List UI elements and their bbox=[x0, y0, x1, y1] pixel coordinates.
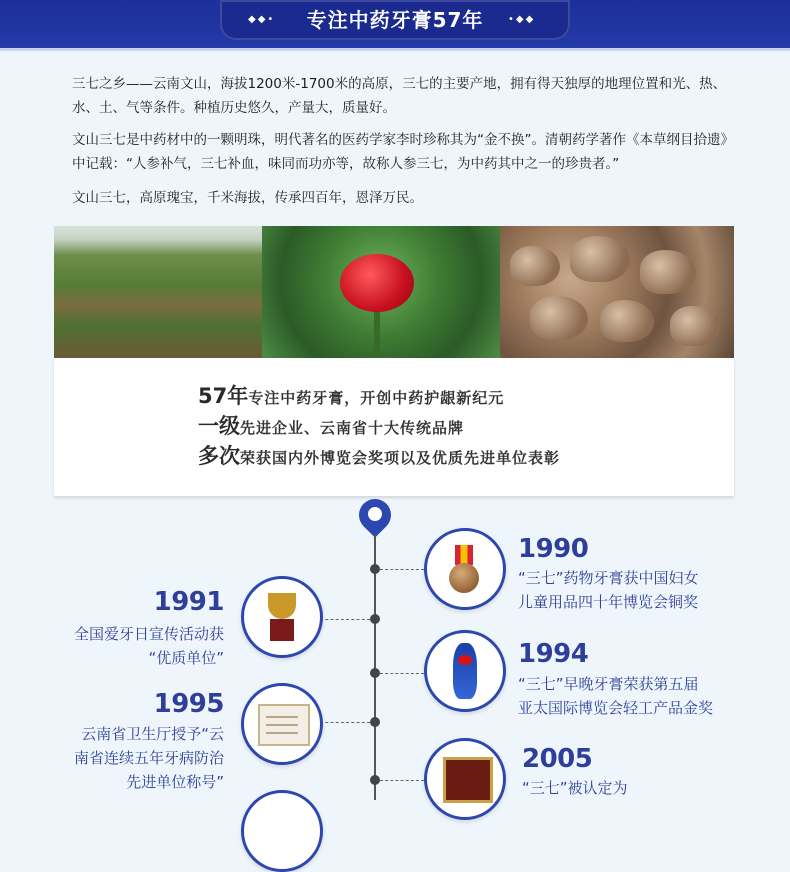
desc-line: “优质单位” bbox=[148, 649, 224, 667]
timeline-dot bbox=[370, 564, 380, 574]
medal-disc bbox=[449, 563, 479, 593]
highlight-big: 57年 bbox=[198, 384, 249, 408]
red-berry-cluster bbox=[340, 254, 414, 312]
certificate-icon bbox=[241, 683, 323, 765]
desc-line: 全国爱牙日宣传活动获 bbox=[73, 625, 224, 643]
timeline-dot bbox=[370, 717, 380, 727]
highlight-item bbox=[198, 380, 504, 410]
page-title: 专注中药牙膏57年 bbox=[306, 8, 484, 32]
highlight-item bbox=[198, 440, 560, 470]
sanqi-roots-photo bbox=[500, 226, 734, 358]
timeline-year-1991: 1991 bbox=[153, 587, 224, 617]
desc-line: “三七”早晚牙膏荣获第五届 bbox=[518, 675, 699, 693]
desc-line: 亚太国际博览会轻工产品金奖 bbox=[518, 699, 714, 717]
photo-strip bbox=[54, 226, 734, 358]
plaque-board bbox=[443, 757, 493, 803]
highlight-big: 多次 bbox=[198, 444, 240, 468]
root-piece bbox=[600, 300, 654, 342]
timeline-dot bbox=[370, 614, 380, 624]
timeline-connector bbox=[380, 780, 424, 781]
desc-line: 云南省卫生厅授予“云 bbox=[81, 725, 224, 743]
trophy-cup bbox=[268, 593, 296, 619]
root-piece bbox=[510, 246, 560, 286]
vase-trophy-icon bbox=[424, 630, 506, 712]
medal-ribbon bbox=[455, 545, 473, 565]
desc-line: 儿童用品四十年博览会铜奖 bbox=[518, 593, 699, 611]
timeline-desc-1991 bbox=[30, 622, 224, 670]
vase-body bbox=[453, 643, 477, 699]
root-piece bbox=[670, 306, 720, 346]
timeline-dot bbox=[370, 775, 380, 785]
highlight-big: 一级 bbox=[198, 414, 240, 438]
timeline-year-1994: 1994 bbox=[518, 639, 589, 669]
highlight-text: 先进企业、云南省十大传统品牌 bbox=[240, 419, 465, 437]
location-pin-hole bbox=[368, 507, 382, 521]
highlight-text: 荣获国内外博览会奖项以及优质先进单位表彰 bbox=[240, 449, 561, 467]
timeline-desc-1995 bbox=[20, 722, 224, 794]
highlight-item bbox=[198, 410, 464, 440]
intro-paragraph-1: 三七之乡——云南文山，海拔1200米-1700米的高原，三七的主要产地，拥有得天独厚的地理位置和光、热、水、土、气等条件。种植历史悠久，产量大，质量好。 bbox=[72, 76, 727, 116]
right-ornament-icon: •◆◆ bbox=[508, 14, 536, 25]
timeline-connector bbox=[380, 673, 424, 674]
timeline-desc-2005 bbox=[522, 776, 628, 800]
desc-line: “三七”被认定为 bbox=[522, 779, 628, 797]
medal-icon bbox=[424, 528, 506, 610]
vase-ribbon bbox=[458, 655, 472, 665]
highlights-card bbox=[54, 358, 734, 496]
timeline-connector bbox=[320, 619, 370, 620]
certificate-line bbox=[266, 716, 298, 718]
timeline-year-1995: 1995 bbox=[153, 689, 224, 719]
plaque-icon bbox=[424, 738, 506, 820]
certificate-line bbox=[266, 732, 298, 734]
timeline-desc-1994 bbox=[518, 672, 713, 720]
sanqi-field-photo bbox=[54, 226, 262, 358]
root-piece bbox=[530, 296, 588, 340]
timeline-dot bbox=[370, 668, 380, 678]
desc-line: 先进单位称号” bbox=[126, 773, 224, 791]
timeline-year-2005: 2005 bbox=[522, 744, 593, 774]
root-piece bbox=[640, 250, 696, 294]
timeline-desc-1990 bbox=[518, 566, 699, 614]
certificate-line bbox=[266, 724, 298, 726]
intro-paragraph-3: 文山三七，高原瑰宝，千米海拔，传承四百年，恩泽万民。 bbox=[72, 190, 423, 206]
sanqi-flower-photo bbox=[262, 226, 500, 358]
intro-paragraph-2: 文山三七是中药材中的一颗明珠，明代著名的医药学家李时珍称其为“金不换”。清朝药学著作《本草纲目拾遗》中记载：“人参补气，三七补血，味同而功亦等，故称人参三七，为中药其中之一的珍贵者。” bbox=[72, 132, 734, 172]
next-award-icon bbox=[241, 790, 323, 872]
header-banner bbox=[0, 0, 790, 51]
trophy-icon bbox=[241, 576, 323, 658]
flower-stem bbox=[374, 310, 380, 358]
timeline-connector bbox=[320, 722, 370, 723]
highlight-text: 专注中药牙膏，开创中药护龈新纪元 bbox=[248, 389, 505, 407]
desc-line: “三七”药物牙膏获中国妇女 bbox=[518, 569, 699, 587]
left-ornament-icon: ◆◆• bbox=[248, 14, 276, 25]
desc-line: 南省连续五年牙病防治 bbox=[73, 749, 224, 767]
timeline-year-1990: 1990 bbox=[518, 534, 589, 564]
root-piece bbox=[570, 236, 630, 282]
trophy-base bbox=[270, 619, 294, 641]
timeline-connector bbox=[380, 569, 424, 570]
